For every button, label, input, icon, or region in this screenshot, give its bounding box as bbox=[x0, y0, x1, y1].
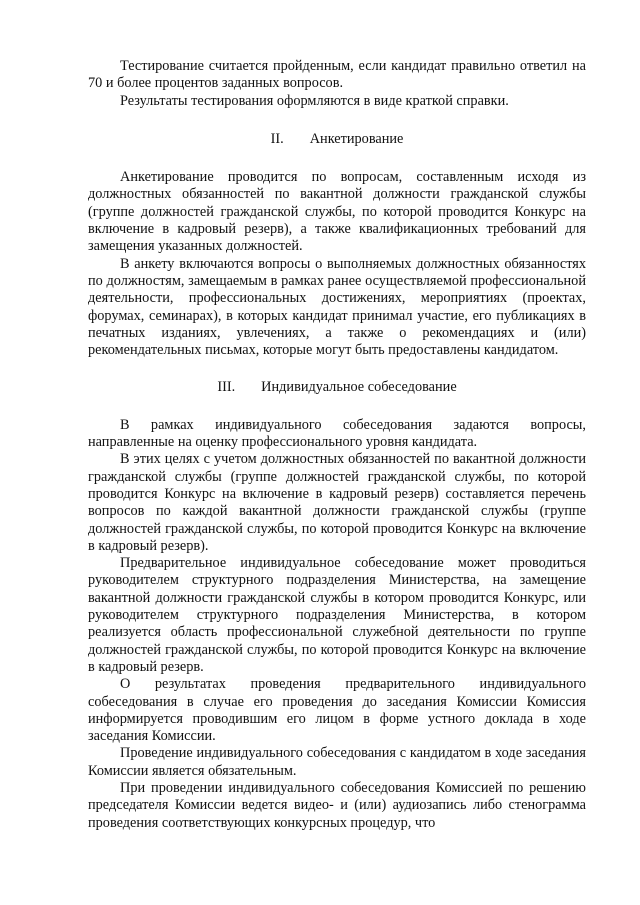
section-number: II. bbox=[270, 130, 284, 147]
paragraph: Предварительное индивидуальное собеседование может проводиться руководителем структурного подразделения Министерства, на замещение вакантной должности гражданской службы в котором проводится Конкурс, или руководителем структурного подразделения Министерства, в котором реализуется область профессиональной служебной деятельности по группе должностей гражданской службы, по которой проводится Конкурс на включение в кадровый резерв. bbox=[88, 555, 586, 675]
paragraph: В этих целях с учетом должностных обязанностей по вакантной должности гражданской службы (группе должностей гражданской службы, по которой проводится Конкурс на включение в кадровый резерв) составляется перечень вопросов по каждой вакантной должности гражданской службы (группе должностей гражданской службы, по которой проводится Конкурс на включение в кадровый резерв). bbox=[88, 451, 586, 554]
paragraph: Проведение индивидуального собеседования с кандидатом в ходе заседания Комиссии является обязательным. bbox=[88, 745, 586, 779]
paragraph: В анкету включаются вопросы о выполняемых должностных обязанностях по должностям, замещаемым в рамках ранее осуществляемой профессиональной деятельности, профессиональных достижениях, мероприятиях (проектах, форумах, семинарах), в которых кандидат принимал участие, его публикациях в печатных изданиях, увлечениях, а также о рекомендациях и (или) рекомендательных письмах, которые могут быть предоставлены кандидатом. bbox=[88, 255, 586, 359]
section-heading-2 bbox=[88, 131, 586, 148]
paragraph: О результатах проведения предварительного индивидуального собеседования в случае его проведения до заседания Комиссии Комиссия информируется проводившим его лицом в форме устного доклада в ходе заседания Комиссии. bbox=[88, 676, 586, 745]
paragraph: Анкетирование проводится по вопросам, составленным исходя из должностных обязанностей по вакантной должности гражданской службы (группе должностей гражданской службы, по которой проводится Конкурс на включение в кадровый резерв), а также квалификационных требований для замещения указанных должностей. bbox=[88, 169, 586, 255]
paragraph: Результаты тестирования оформляются в виде краткой справки. bbox=[120, 92, 509, 109]
section-heading-3 bbox=[88, 379, 586, 396]
paragraph: В рамках индивидуального собеседования задаются вопросы, направленные на оценку профессионального уровня кандидата. bbox=[88, 416, 586, 451]
section-title: Анкетирование bbox=[309, 130, 404, 147]
paragraph: Тестирование считается пройденным, если кандидат правильно ответил на 70 и более процентов заданных вопросов. bbox=[88, 58, 586, 92]
document-page bbox=[88, 58, 586, 832]
section-title: Индивидуальное собеседование bbox=[261, 379, 457, 396]
section-number: III. bbox=[217, 379, 236, 396]
paragraph: При проведении индивидуального собеседования Комиссией по решению председателя Комиссии ведется видео- и (или) аудиозапись либо стенограмма проведения соответствующих конкурсных процедур, что bbox=[88, 779, 586, 831]
